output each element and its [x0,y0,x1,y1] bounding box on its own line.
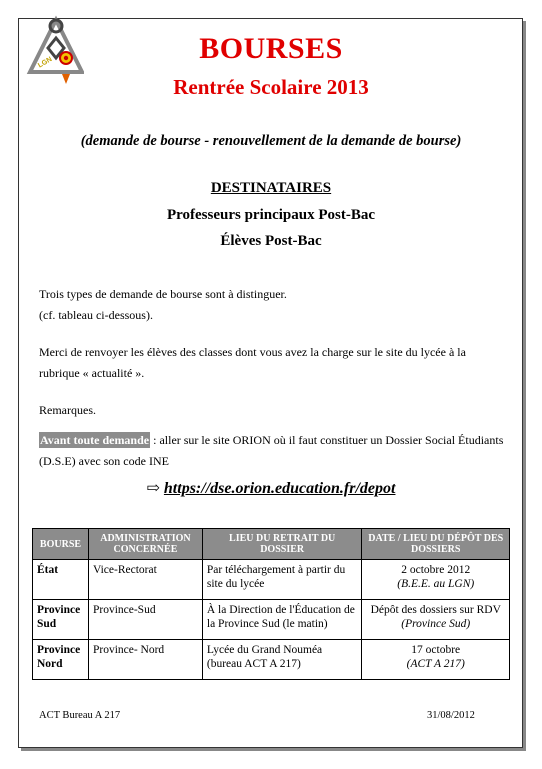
cell-date [362,560,510,600]
date-main: 17 octobre [411,644,461,656]
page-title: BOURSES [199,32,343,65]
paragraph-remarks: Remarques. [39,403,96,417]
date-main: 2 octobre 2012 [401,564,471,576]
cell-bourse: Province Sud [33,600,89,640]
col-header-bourse: BOURSE [33,529,89,560]
cell-admin: Vice-Rectorat [88,560,202,600]
destinataires-line-1: Professeurs principaux Post-Bac [166,207,376,223]
cell-lieu: Par téléchargement à partir du site du lycée [202,560,362,600]
cell-lieu: Lycée du Grand Nouméa (bureau ACT A 217) [202,640,362,680]
footer-date: 31/08/2012 [427,710,475,721]
col-header-lieu: LIEU DU RETRAIT DU DOSSIER [202,529,362,560]
cell-lieu: À la Direction de l'Éducation de la Province Sud (le matin) [202,600,362,640]
cell-bourse: État [33,560,89,600]
link-line [0,478,542,498]
paragraph-note [39,430,509,472]
paragraph-types-line-1: Trois types de demande de bourse sont à distinguer. [39,287,287,301]
cell-date [362,600,510,640]
cell-date [362,640,510,680]
date-note: (Province Sud) [401,618,471,630]
date-main: Dépôt des dossiers sur RDV [370,604,501,616]
date-note: (B.E.E. au LGN) [397,578,475,590]
table-row [33,640,510,680]
note-text: : aller sur le site ORION où il faut constituer un Dossier Social Étudiants (D.S.E) avec son code INE [39,433,504,468]
arrow-icon: ⇨ [146,480,160,497]
cell-admin: Province-Sud [88,600,202,640]
orion-link[interactable]: https://dse.orion.education.fr/depot [163,480,396,497]
col-header-admin: ADMINISTRATION CONCERNÉE [88,529,202,560]
destinataires-line-2: Élèves Post-Bac [220,233,322,249]
cell-bourse: Province Nord [33,640,89,680]
destinataires-heading: DESTINATAIRES [210,180,332,196]
table-header-row [33,529,510,560]
col-header-date: DATE / LIEU DU DÉPÔT DES DOSSIERS [362,529,510,560]
footer-office: ACT Bureau A 217 [39,710,121,721]
intro-text: (demande de bourse - renouvellement de la demande de bourse) [80,133,462,149]
date-note: (ACT A 217) [406,658,465,670]
table-row [33,600,510,640]
paragraph-types [39,284,509,326]
paragraph-instructions: Merci de renvoyer les élèves des classes dont vous avez la charge sur le site du lycée à la rubrique « actualité ». [39,345,466,380]
table-row [33,560,510,600]
cell-admin: Province- Nord [88,640,202,680]
logo-lettering: LGN [37,56,54,70]
highlight-label: Avant toute demande [40,433,150,447]
bourse-table [32,528,510,680]
page-subtitle: Rentrée Scolaire 2013 [173,75,369,99]
paragraph-types-line-2: (cf. tableau ci-dessous). [39,308,153,322]
